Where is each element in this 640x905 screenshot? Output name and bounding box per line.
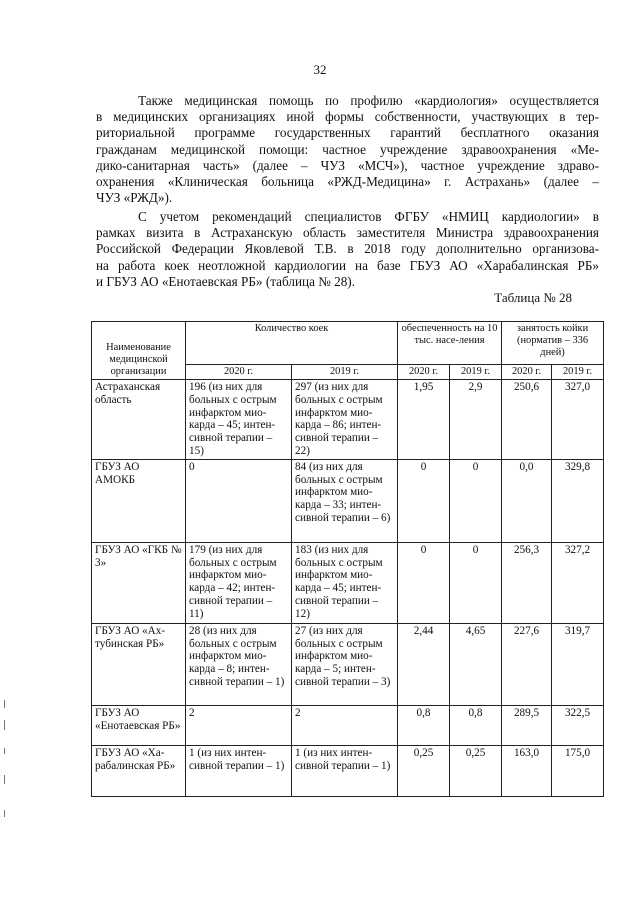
cell-provision-2020: 2,44 xyxy=(398,623,450,705)
paragraph-medical-care xyxy=(96,93,599,206)
cell-occupancy-2019: 327,0 xyxy=(552,380,604,460)
cell-beds-2019: 1 (из них интен-сивной терапии – 1) xyxy=(292,745,398,796)
cell-organization: ГБУЗ АО АМОКБ xyxy=(92,459,186,542)
paragraph-line: рамках визита в Астраханскую область заместителя Министра здравоохранения xyxy=(96,225,599,241)
header-year: 2020 г. xyxy=(398,365,450,380)
cell-provision-2020: 0 xyxy=(398,542,450,623)
cell-beds-2020: 28 (из них для больных с острым инфарктом мио-карда – 8; интен-сивной терапии – 1) xyxy=(186,623,292,705)
header-occupancy: занятость койки (норматив – 336 дней) xyxy=(502,322,604,365)
table-row xyxy=(92,542,604,623)
cell-provision-2019: 4,65 xyxy=(450,623,502,705)
cell-provision-2019: 0 xyxy=(450,459,502,542)
cell-organization: Астраханская область xyxy=(92,380,186,460)
paragraph-line: на работа коек неотложной кардиологии на базе ГБУЗ АО «Харабалинская РБ» xyxy=(96,257,599,273)
cell-provision-2019: 2,9 xyxy=(450,380,502,460)
cell-beds-2020: 0 xyxy=(186,459,292,542)
paragraph-line: риториальной программе государственных гарантий бесплатного оказания xyxy=(96,125,599,141)
cell-occupancy-2019: 327,2 xyxy=(552,542,604,623)
paragraph-line: в медицинских организациях иной формы собственности, участвующих в тер- xyxy=(96,109,599,125)
cell-beds-2019: 27 (из них для больных с острым инфарктом мио-карда – 5; интен-сивной терапии – 3) xyxy=(292,623,398,705)
cell-provision-2019: 0 xyxy=(450,542,502,623)
cell-provision-2019: 0,25 xyxy=(450,745,502,796)
cell-beds-2020: 2 xyxy=(186,705,292,745)
cell-beds-2019: 183 (из них для больных с острым инфарктом мио-карда – 45; интен-сивной терапии – 12) xyxy=(292,542,398,623)
cell-beds-2020: 179 (из них для больных с острым инфарктом мио-карда – 42; интен-сивной терапии – 11) xyxy=(186,542,292,623)
page-number: 32 xyxy=(313,62,327,77)
paragraph-line: С учетом рекомендаций специалистов ФГБУ «НМИЦ кардиологии» в xyxy=(138,209,599,224)
cell-occupancy-2020: 250,6 xyxy=(502,380,552,460)
cell-organization: ГБУЗ АО «Ха-рабалинская РБ» xyxy=(92,745,186,796)
header-bed-count: Количество коек xyxy=(186,322,398,365)
header-year: 2019 г. xyxy=(450,365,502,380)
cell-organization: ГБУЗ АО «Ах-тубинская РБ» xyxy=(92,623,186,705)
table-row xyxy=(92,459,604,542)
table-caption: Таблица № 28 xyxy=(494,290,572,305)
cell-beds-2020: 196 (из них для больных с острым инфарктом мио-карда – 45; интен-сивной терапии – 15) xyxy=(186,380,292,460)
table-row xyxy=(92,623,604,705)
cell-provision-2020: 0,8 xyxy=(398,705,450,745)
header-year: 2019 г. xyxy=(552,365,604,380)
paragraph-line: гражданам медицинской помощи: частное учреждение здравоохранения «Ме- xyxy=(96,141,599,157)
table-row xyxy=(92,705,604,745)
cell-occupancy-2020: 0,0 xyxy=(502,459,552,542)
header-provision: обеспеченность на 10 тыс. насе-ления xyxy=(398,322,502,365)
cell-occupancy-2020: 163,0 xyxy=(502,745,552,796)
header-year: 2020 г. xyxy=(502,365,552,380)
paragraph-recommendations xyxy=(96,209,599,290)
cell-provision-2020: 1,95 xyxy=(398,380,450,460)
paragraph-line: ЧУЗ «РЖД»). xyxy=(96,190,173,206)
cell-occupancy-2020: 256,3 xyxy=(502,542,552,623)
paragraph-line: и ГБУЗ АО «Енотаевская РБ» (таблица № 28). xyxy=(96,273,355,289)
cell-provision-2019: 0,8 xyxy=(450,705,502,745)
paragraph-line: Российской Федерации Яковлевой Т.В. в 2018 году дополнительно организова- xyxy=(96,241,599,257)
cell-provision-2020: 0,25 xyxy=(398,745,450,796)
cell-organization: ГБУЗ АО «Енотаевская РБ» xyxy=(92,705,186,745)
cell-occupancy-2019: 329,8 xyxy=(552,459,604,542)
paragraph-line: Также медицинская помощь по профилю «кардиология» осуществляется xyxy=(138,93,599,108)
table-row xyxy=(92,745,604,796)
cell-beds-2019: 84 (из них для больных с острым инфарктом мио-карда – 33; интен-сивной терапии – 6) xyxy=(292,459,398,542)
beds-table xyxy=(91,321,604,797)
header-organization: Наименование медицинской организации xyxy=(92,322,186,380)
cell-occupancy-2019: 319,7 xyxy=(552,623,604,705)
table-row xyxy=(92,380,604,460)
cell-beds-2019: 2 xyxy=(292,705,398,745)
cell-occupancy-2019: 175,0 xyxy=(552,745,604,796)
paragraph-line: дико-санитарная часть» (далее – ЧУЗ «МСЧ»), частное учреждение здраво- xyxy=(96,157,599,173)
cell-occupancy-2019: 322,5 xyxy=(552,705,604,745)
header-year: 2019 г. xyxy=(292,365,398,380)
header-year: 2020 г. xyxy=(186,365,292,380)
scan-margin-marks xyxy=(4,700,6,840)
paragraph-line: охранения «Клиническая больница «РЖД-Медицина» г. Астрахань» (далее – xyxy=(96,174,599,190)
cell-occupancy-2020: 227,6 xyxy=(502,623,552,705)
cell-beds-2019: 297 (из них для больных с острым инфарктом мио-карда – 86; интен-сивной терапии – 22) xyxy=(292,380,398,460)
cell-organization: ГБУЗ АО «ГКБ № 3» xyxy=(92,542,186,623)
cell-occupancy-2020: 289,5 xyxy=(502,705,552,745)
cell-provision-2020: 0 xyxy=(398,459,450,542)
cell-beds-2020: 1 (из них интен-сивной терапии – 1) xyxy=(186,745,292,796)
